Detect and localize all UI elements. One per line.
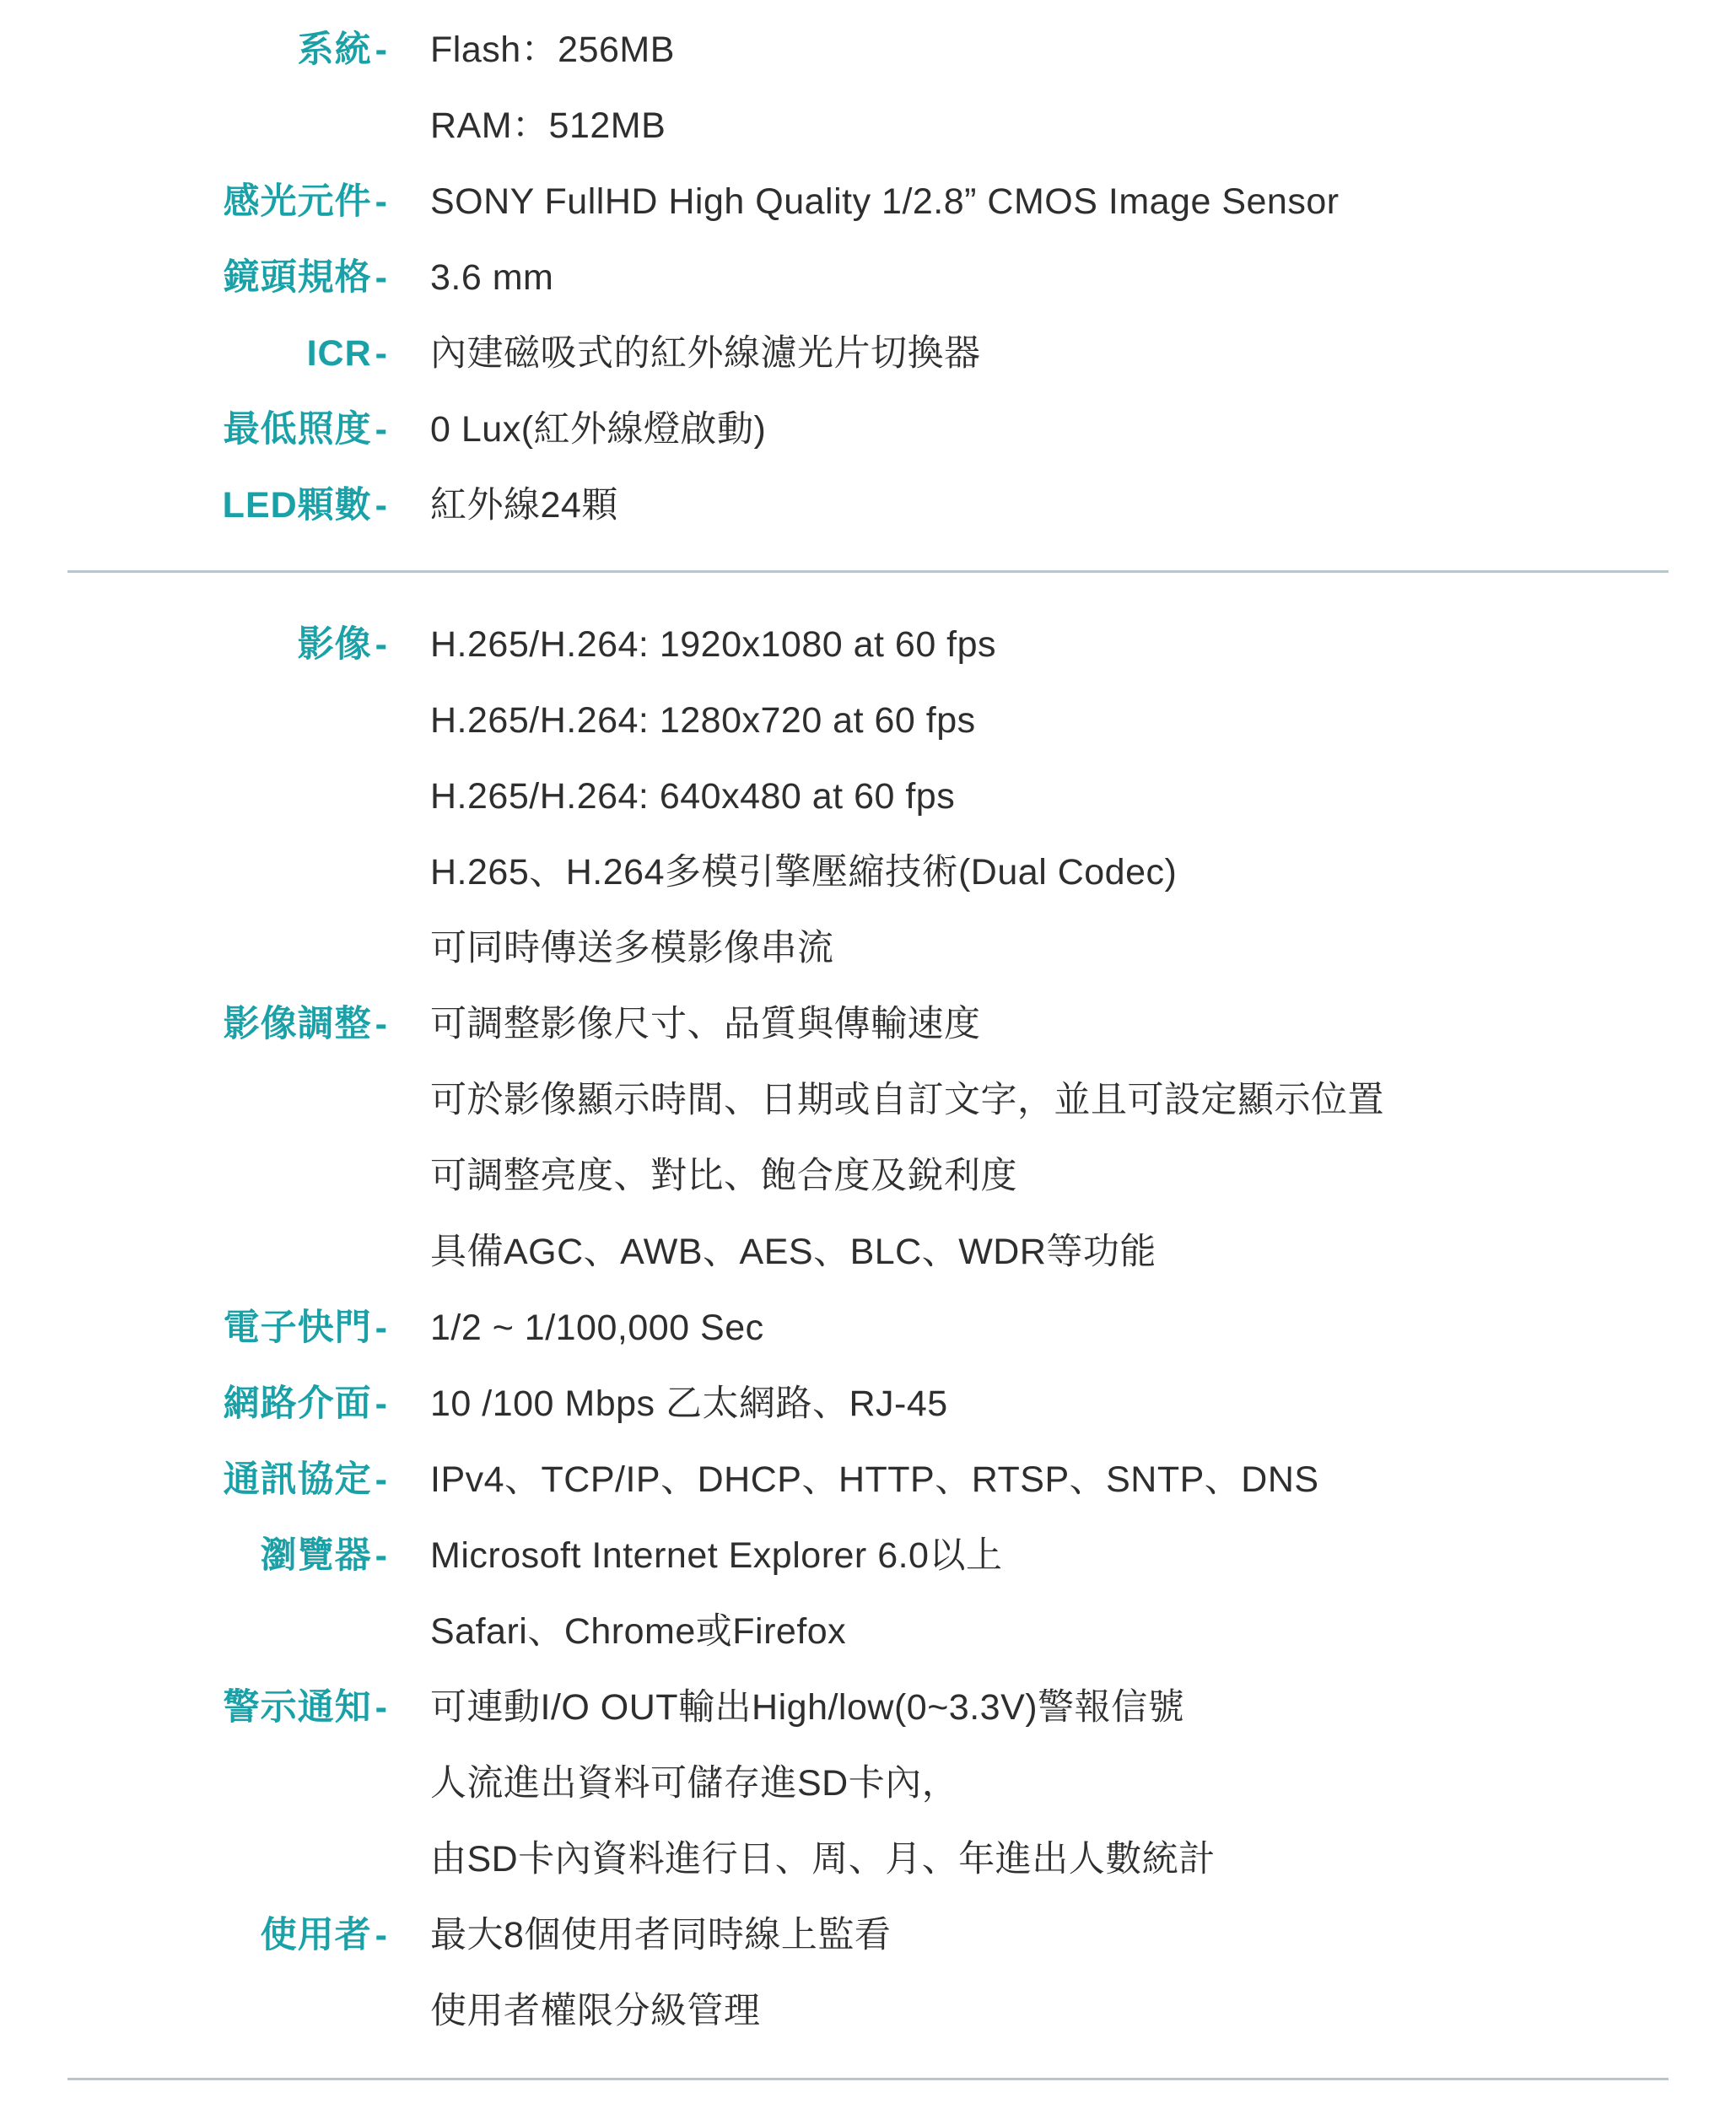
spec-label-text: 影像調整: [223, 1004, 372, 1044]
spec-row: [0, 1290, 1736, 1366]
spec-value: 人流進出資料可儲存進SD卡內，: [430, 1763, 959, 1804]
spec-label-text: 警示通知: [223, 1687, 372, 1728]
spec-values: [388, 1290, 1736, 1366]
spec-label-text: LED顆數: [222, 485, 372, 526]
spec-value: 10 /100 Mbps 乙太網路、RJ-45: [430, 1383, 948, 1424]
spec-values: [388, 1518, 1736, 1669]
spec-value: 最大8個使用者同時線上監看: [430, 1915, 892, 1955]
label-dash: -: [375, 1535, 388, 1576]
spec-value: 可同時傳送多模影像串流: [430, 928, 834, 968]
label-dash: -: [375, 333, 388, 374]
spec-values: [388, 1669, 1736, 1897]
label-dash: -: [375, 1004, 388, 1044]
spec-row: [0, 164, 1736, 240]
spec-row: [0, 1518, 1736, 1669]
spec-values: [388, 1897, 1736, 2049]
spec-label: [0, 467, 388, 543]
spec-value: 可連動I/O OUT輸出High/low(0~3.3V)警報信號: [430, 1687, 1185, 1728]
spec-values: [388, 607, 1736, 986]
section-divider-bottom: [67, 2078, 1669, 2080]
spec-values: [388, 12, 1736, 164]
label-dash: -: [375, 181, 388, 222]
spec-values: [388, 986, 1736, 1290]
spec-label: [0, 164, 388, 240]
spec-label-text: 最低照度: [223, 409, 372, 450]
spec-row: [0, 1669, 1736, 1897]
spec-label-text: 系統: [297, 30, 372, 70]
spec-values: [388, 1366, 1736, 1442]
spec-values: [388, 240, 1736, 316]
spec-label: [0, 1897, 388, 1973]
spec-label: [0, 240, 388, 316]
spec-value: H.265/H.264: 1280x720 at 60 fps: [430, 700, 976, 741]
spec-value: H.265、H.264多模引擎壓縮技術(Dual Codec): [430, 852, 1178, 893]
spec-values: [388, 391, 1736, 467]
spec-value: 使用者權限分級管理: [430, 1991, 761, 2031]
spec-value: Safari、Chrome或Firefox: [430, 1611, 847, 1652]
spec-label: [0, 12, 388, 88]
label-dash: -: [375, 485, 388, 526]
spec-label-text: 感光元件: [223, 181, 372, 222]
spec-value: 由SD卡內資料進行日、周、月、年進出人數統計: [430, 1839, 1216, 1880]
spec-row: [0, 1366, 1736, 1442]
spec-label: [0, 316, 388, 391]
spec-section-hardware: [0, 0, 1736, 543]
spec-value: 內建磁吸式的紅外線濾光片切換器: [430, 333, 981, 374]
spec-label-text: 影像: [297, 624, 372, 665]
spec-value: H.265/H.264: 640x480 at 60 fps: [430, 776, 956, 817]
spec-label: [0, 1366, 388, 1442]
spec-row: [0, 240, 1736, 316]
spec-label-text: 網路介面: [223, 1383, 372, 1424]
label-dash: -: [375, 1915, 388, 1955]
spec-label-text: 瀏覽器: [260, 1535, 372, 1576]
spec-label-text: 使用者: [260, 1915, 372, 1955]
spec-section-functions: [0, 598, 1736, 2049]
label-dash: -: [375, 1308, 388, 1348]
spec-row: [0, 986, 1736, 1290]
spec-value: Microsoft Internet Explorer 6.0以上: [430, 1535, 1003, 1576]
spec-label: [0, 607, 388, 682]
spec-values: [388, 1442, 1736, 1518]
spec-row: [0, 12, 1736, 164]
spec-label-text: 鏡頭規格: [223, 257, 372, 298]
spec-row: [0, 391, 1736, 467]
spec-label: [0, 1290, 388, 1366]
label-dash: -: [375, 409, 388, 450]
spec-values: [388, 467, 1736, 543]
spec-value: 0 Lux(紅外線燈啟動): [430, 409, 767, 450]
spec-value: Flash：256MB: [430, 30, 675, 70]
spec-value: 具備AGC、AWB、AES、BLC、WDR等功能: [430, 1232, 1156, 1272]
spec-value: 3.6 mm: [430, 257, 554, 298]
spec-value: IPv4、TCP/IP、DHCP、HTTP、RTSP、SNTP、DNS: [430, 1459, 1319, 1500]
spec-row: [0, 316, 1736, 391]
spec-label-text: 通訊協定: [223, 1459, 372, 1500]
spec-values: [388, 164, 1736, 240]
spec-label: [0, 1669, 388, 1745]
spec-value: SONY FullHD High Quality 1/2.8” CMOS Image Sensor: [430, 181, 1340, 222]
label-dash: -: [375, 1459, 388, 1500]
spec-label-text: 電子快門: [223, 1308, 372, 1348]
spec-value: RAM：512MB: [430, 105, 666, 146]
spec-value: 1/2 ~ 1/100,000 Sec: [430, 1308, 764, 1348]
spec-row: [0, 1897, 1736, 2049]
spec-row: [0, 1442, 1736, 1518]
label-dash: -: [375, 1687, 388, 1728]
label-dash: -: [375, 30, 388, 70]
spec-label: [0, 1518, 388, 1594]
label-dash: -: [375, 257, 388, 298]
spec-value: H.265/H.264: 1920x1080 at 60 fps: [430, 624, 997, 665]
spec-row: [0, 467, 1736, 543]
spec-label: [0, 391, 388, 467]
spec-value: 可調整亮度、對比、飽合度及銳利度: [430, 1156, 1017, 1196]
spec-value: 可調整影像尺寸、品質與傳輸速度: [430, 1004, 981, 1044]
label-dash: -: [375, 624, 388, 665]
spec-value: 可於影像顯示時間、日期或自訂文字，並且可設定顯示位置: [430, 1080, 1384, 1120]
spec-label-text: ICR: [306, 333, 372, 374]
spec-label: [0, 1442, 388, 1518]
label-dash: -: [375, 1383, 388, 1424]
spec-label: [0, 986, 388, 1062]
spec-value: 紅外線24顆: [430, 485, 618, 526]
spec-row: [0, 607, 1736, 986]
spec-values: [388, 316, 1736, 391]
section-divider: [67, 570, 1669, 573]
